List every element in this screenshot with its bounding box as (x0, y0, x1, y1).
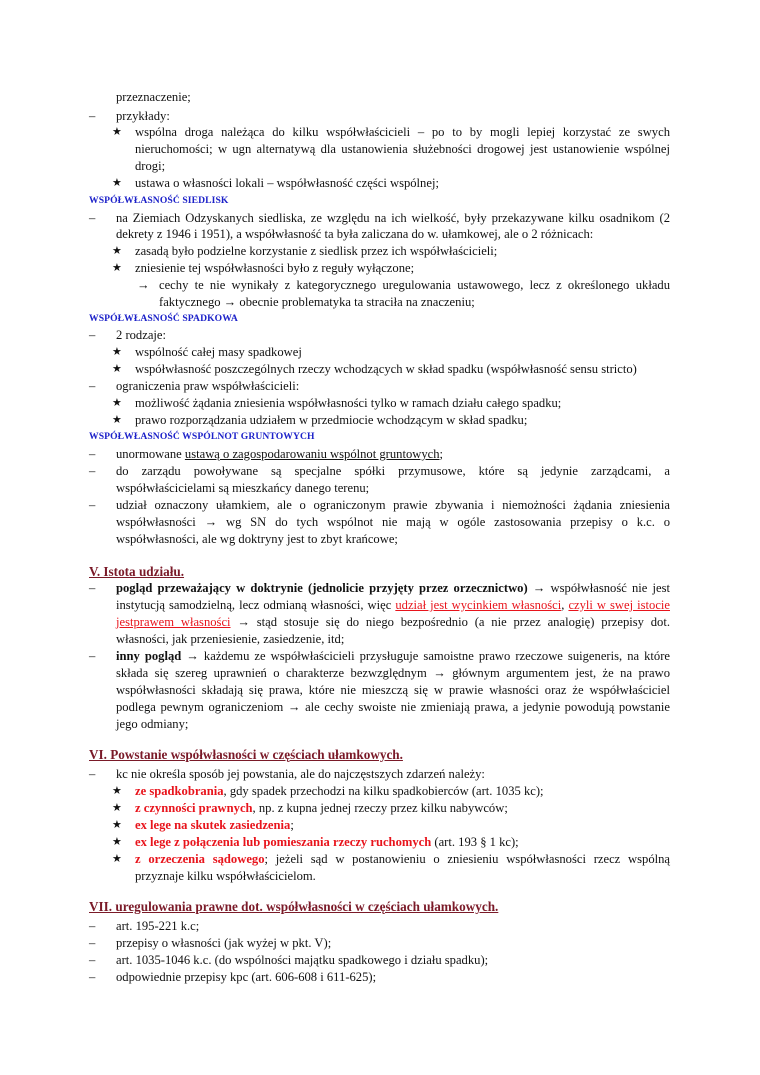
text-line: udział oznaczony ułamkiem, ale o ograniczonym prawie zbywania i niemożności żądania zniesienia (116, 498, 670, 512)
dash-bullet: – (89, 328, 96, 342)
text-fragment: ; (439, 447, 444, 461)
star-bullet-icon: ★ (112, 836, 122, 848)
dash-bullet: – (89, 767, 96, 781)
text-line (135, 800, 508, 817)
dash-bullet: – (89, 649, 96, 663)
subheading-siedlisk: WSPÓŁWŁASNOŚĆ SIEDLISK (89, 195, 229, 206)
text-line: do zarządu powoływane są specjalne spółki przymusowe, które są jedynie zarządcami, a (116, 464, 670, 478)
text-line: 2 rodzaje: (116, 328, 166, 342)
red-bold-term: ex lege z połączenia lub pomieszania rzeczy ruchomych (135, 835, 432, 849)
text-line: przeznaczenie; (116, 90, 191, 104)
text-line: na Ziemiach Odzyskanych siedliska, ze względu na ich wielkość, były przekazywane kilku osadnikom (2 (116, 211, 670, 225)
text-line: drogi; (135, 159, 166, 173)
text-line: własności, jak przeniesienie, zasiedzenie, itd; (116, 632, 345, 646)
section-heading-vii: VII. uregulowania prawne dot. współwłasności w częściach ułamkowych. (89, 899, 499, 914)
red-bold-term: ex lege na skutek zasiedzenia (135, 818, 291, 832)
dash-bullet: – (89, 919, 96, 933)
text-line: ustawa o własności lokali – współwłasność części wspólnej; (135, 176, 439, 190)
text-line: nieruchomości; w ugn alternatywą dla ustanowienia służebności drogowej jest ustanowienie wspólnej (135, 142, 670, 156)
text-fragment: unormowane (116, 447, 185, 461)
text-line (116, 580, 670, 597)
text-line (135, 783, 544, 800)
star-bullet-icon: ★ (112, 819, 122, 831)
star-bullet-icon: ★ (112, 414, 122, 426)
text-line: przepisy o własności (jak wyżej w pkt. V); (116, 936, 332, 950)
text-line: przyznaje kilku współwłaścicielom. (135, 869, 316, 883)
text-line: zasadą było podzielne korzystanie z siedlisk przez ich współwłaścicieli; (135, 244, 498, 258)
text-line: art. 195-221 k.c; (116, 919, 200, 933)
text-line: składa się szereg uprawnień o charakterze bezwzględnym → głównym argumentem jest, że na prawo (116, 666, 670, 680)
text-line: cechy te nie wynikały z kategorycznego uregulowania ustawowego, lecz z określonego układu (159, 278, 670, 292)
star-bullet-icon: ★ (112, 346, 122, 358)
text-line: faktycznego → obecnie problematyka ta straciła na znaczeniu; (159, 295, 475, 309)
text-line: art. 1035-1046 k.c. (do wspólności majątku spadkowego i działu spadku); (116, 953, 489, 967)
text-fragment: → każdemu ze współwłaścicieli przysługuje samoistne prawo rzeczowe suigeneris, na które (181, 649, 670, 663)
text-line: wspólność całej masy spadkowej (135, 345, 302, 359)
dash-bullet: – (89, 211, 96, 225)
text-fragment: ; (290, 818, 294, 832)
arrow-bullet-icon: → (137, 278, 150, 292)
text-line: współwłasności składają się prawa, które nie mieszczą się w prawie własności oraz że współwłaściciel (116, 683, 670, 697)
text-line: współwłasności → wg SN do tych wspólnot nie mają w ogóle zastosowania przepisy o k.c. o (116, 515, 670, 529)
text-fragment: → stąd stosuje się do niego bezpośrednio (a nie przez analogię) przepisy dot. (230, 615, 670, 629)
text-line (116, 446, 443, 463)
star-bullet-icon: ★ (112, 126, 122, 138)
dash-bullet: – (89, 379, 96, 393)
red-underlined-text: udział jest wycinkiem własności (395, 598, 562, 612)
subheading-gruntowe: WSPÓŁWŁASNOŚĆ WSPÓLNOT GRUNTOWYCH (89, 431, 315, 442)
text-fragment: (art. 193 § 1 kc); (431, 835, 519, 849)
text-line (116, 648, 670, 665)
text-fragment: , np. z kupna jednej rzeczy przez kilku nabywców; (252, 801, 508, 815)
text-line: kc nie określa sposób jej powstania, ale do najczęstszych zdarzeń należy: (116, 767, 485, 781)
text-line: jego odmiany; (116, 717, 189, 731)
star-bullet-icon: ★ (112, 363, 122, 375)
text-line (116, 597, 670, 614)
dash-bullet: – (89, 498, 96, 512)
text-line: współwłasności, ale wg doktryny jest to zbyt krańcowe; (116, 532, 398, 546)
dash-bullet: – (89, 447, 96, 461)
red-bold-term: z czynności prawnych (135, 801, 253, 815)
star-bullet-icon: ★ (112, 802, 122, 814)
text-line (135, 851, 670, 868)
red-underlined-text: jestprawem własności (116, 615, 231, 629)
red-underlined-text: czyli w swej istocie (568, 598, 670, 612)
text-line: możliwość żądania zniesienia współwłasności tylko w ramach działu całego spadku; (135, 396, 562, 410)
text-line: dekrety z 1946 i 1951), a współwłasność ta była zaliczana do w. ułamkowej, ale o 2 różnicach: (116, 227, 594, 241)
dash-bullet: – (89, 464, 96, 478)
star-bullet-icon: ★ (112, 177, 122, 189)
section-heading-v: V. Istota udziału. (89, 564, 185, 579)
bold-term: inny pogląd (116, 649, 182, 663)
section-heading-vi: VI. Powstanie współwłasności w częściach ułamkowych. (89, 747, 403, 762)
text-line: współwłaścicielami są mieszkańcy danego terenu; (116, 481, 370, 495)
star-bullet-icon: ★ (112, 245, 122, 257)
star-bullet-icon: ★ (112, 262, 122, 274)
text-line (116, 614, 670, 631)
star-bullet-icon: ★ (112, 853, 122, 865)
red-bold-term: z orzeczenia sądowego (135, 852, 265, 866)
dash-bullet: – (89, 970, 96, 984)
text-line: podlega pewnym ograniczeniom → ale cechy swoiste nie zmieniają prawa, a jedynie powodują powstanie (116, 700, 670, 714)
dash-bullet: – (89, 936, 96, 950)
text-line: wspólna droga należąca do kilku współwłaścicieli – po to by mogli lepiej korzystać ze swych (135, 125, 670, 139)
law-reference-link[interactable]: ustawą o zagospodarowaniu wspólnot gruntowych (184, 447, 440, 461)
text-fragment: instytucją samodzielną, lecz odmianą własności, więc (116, 598, 396, 612)
star-bullet-icon: ★ (112, 397, 122, 409)
text-line: przykłady: (116, 109, 170, 123)
star-bullet-icon: ★ (112, 785, 122, 797)
text-line (135, 834, 519, 851)
text-fragment: → współwłasność nie jest (527, 581, 670, 595)
text-line: ograniczenia praw współwłaścicieli: (116, 379, 300, 393)
text-line (135, 817, 294, 834)
text-line: zniesienie tej współwłasności było z reguły wyłączone; (135, 261, 415, 275)
dash-bullet: – (89, 953, 96, 967)
text-line: współwłasność poszczególnych rzeczy wchodzących w skład spadku (współwłasność sensu stricto) (135, 362, 637, 376)
text-fragment: ; jeżeli sąd w postanowieniu o zniesieniu współwłasności rzecz wspólną (264, 852, 670, 866)
bold-term: pogląd przeważający w doktrynie (jednolicie przyjęty przez orzecznictwo) (116, 581, 528, 595)
text-fragment: , gdy spadek przechodzi na kilku spadkobierców (art. 1035 kc); (223, 784, 544, 798)
text-line: prawo rozporządzania udziałem w przedmiocie wchodzącym w skład spadku; (135, 413, 528, 427)
text-fragment: , (561, 598, 569, 612)
subheading-spadkowa: WSPÓŁWŁASNOŚĆ SPADKOWA (89, 313, 238, 324)
dash-bullet: – (89, 581, 96, 595)
red-bold-term: ze spadkobrania (135, 784, 224, 798)
text-line: odpowiednie przepisy kpc (art. 606-608 i 611-625); (116, 970, 377, 984)
dash-bullet: – (89, 109, 96, 123)
